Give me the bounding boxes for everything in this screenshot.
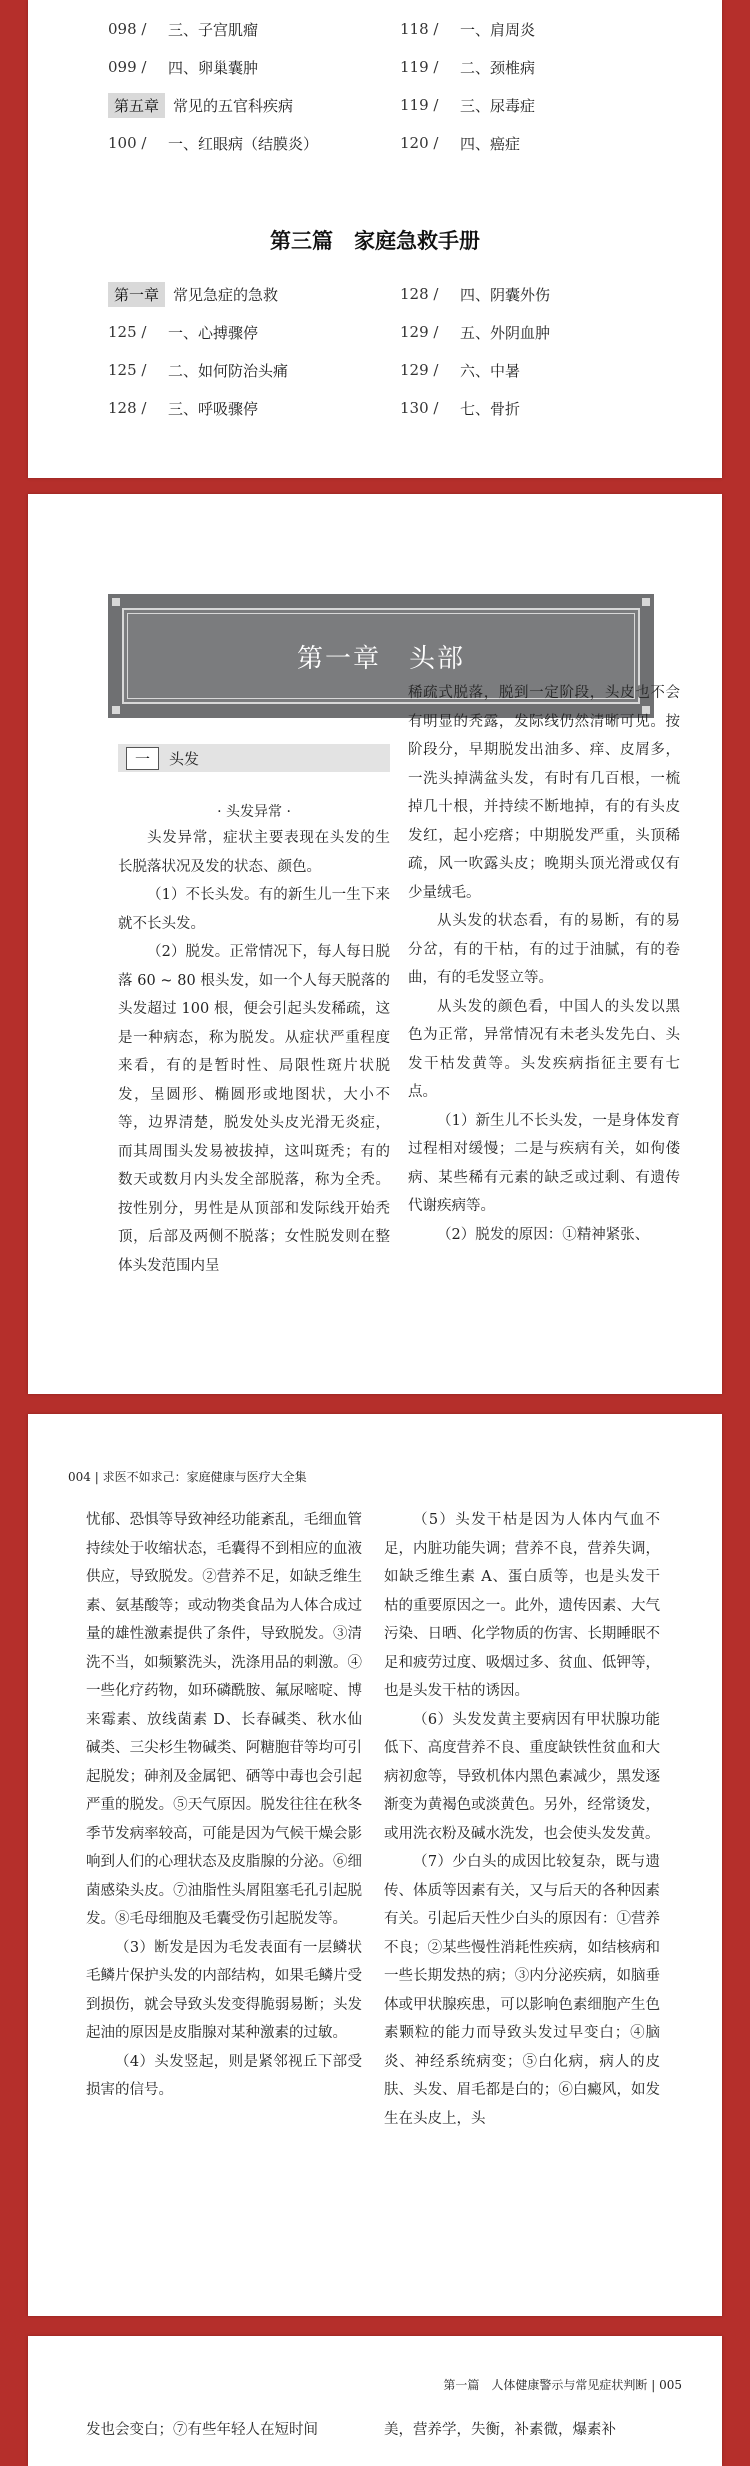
toc-page-num: 129 /	[400, 361, 439, 379]
paragraph: （1）不长头发。有的新生儿一生下来就不长头发。	[118, 887, 390, 932]
paragraph: 头发异常，症状主要表现在头发的生长脱落状况及发的状态、颜色。	[118, 830, 390, 875]
chapter-page	[28, 494, 722, 1394]
toc-page-num: 130 /	[400, 399, 439, 417]
toc-row	[108, 10, 662, 48]
toc-entry[interactable]: 七、骨折	[460, 399, 521, 418]
toc-entry[interactable]: 一、心搏骤停	[168, 323, 259, 342]
paragraph: 忧郁、恐惧等导致神经功能紊乱，毛细血管持续处于收缩状态，毛囊得不到相应的血液供应，导致脱发。②营养不足，如缺乏维生素、氨基酸等；或动物类食品为人体合成过量的雄性激素提供了条件，导致脱发。③清洗不当，如频繁洗头，洗涤用品的刺激。④一些化疗药物，如环磷酰胺、氟尿嘧啶、博来霉素、放线菌素 D、长春碱类、秋水仙碱类、三尖杉生物碱类、阿糖胞苷等均可引起脱发；砷剂及金属钯、硒等中毒也会引起严重的脱发。⑤天气原因。脱发往往在秋冬季节发病率较高，可能是因为气候干燥会影响到人们的心理状态及皮脂腺的分泌。⑥细菌感染头皮。⑦油脂性头屑阻塞毛孔引起脱发。⑧毛母细胞及毛囊受伤引起脱发等。	[86, 1512, 362, 1927]
paragraph: 美，营养学，失衡，补素微，爆素补	[384, 2422, 616, 2438]
toc-entry[interactable]: 三、尿毒症	[460, 96, 536, 115]
paragraph: 发也会变白；⑦有些年轻人在短时间	[86, 2422, 318, 2438]
right-column	[408, 679, 680, 1249]
paragraph: （2）脱发的原因：①精神紧张、	[437, 1226, 650, 1243]
left-column	[86, 2416, 362, 2445]
paragraph: 稀疏式脱落，脱到一定阶段，头皮也不会有明显的秃露，发际线仍然清晰可见。按阶段分，早期脱发出油多、痒、皮屑多，一洗头掉满盆头发，有时有几百根，一梳掉几十根，并持续不断地掉，有的有头皮发红，起小疙瘩；中期脱发严重，头顶稀疏，风一吹露头皮；晚期头顶光滑或仅有少量绒毛。	[408, 685, 680, 901]
paragraph: （7）少白头的成因比较复杂，既与遗传、体质等因素有关，又与后天的各种因素有关。引起后天性少白头的原因有：①营养不良；②某些慢性消耗性疾病，如结核病和一些长期发热的病；③内分泌疾病，如脑垂体或甲状腺疾患，可以影响色素细胞产生色素颗粒的能力而导致头发过早变白；④脑炎、神经系统病变；⑤白化病，病人的皮肤、头发、眉毛都是白的；⑥白癜风，如发生在头皮上，头	[384, 1854, 660, 2127]
paragraph: （4）头发竖起，则是紧邻视丘下部受损害的信号。	[86, 2053, 362, 2098]
toc-page-num: 100 /	[108, 134, 147, 152]
toc-chapter-title[interactable]: 常见的五官科疾病	[173, 96, 294, 115]
content-page	[28, 2336, 722, 2466]
running-header: 004 | 求医不如求己：家庭健康与医疗大全集	[68, 1470, 307, 1484]
toc-page-num: 119 /	[400, 96, 439, 114]
toc-entry[interactable]: 五、外阴血肿	[460, 323, 551, 342]
toc-entry[interactable]: 四、阴囊外伤	[460, 285, 551, 304]
right-column	[384, 1506, 660, 2133]
right-column	[384, 2416, 660, 2445]
toc-entry[interactable]: 二、如何防治头痛	[168, 361, 289, 380]
toc-page-num: 099 /	[108, 58, 147, 76]
toc-entry[interactable]: 二、颈椎病	[460, 58, 536, 77]
paragraph: （3）断发是因为毛发表面有一层鳞状毛鳞片保护头发的内部结构，如果毛鳞片受到损伤，就会导致头发变得脆弱易断；头发起油的原因是皮脂腺对某种激素的过敏。	[86, 1939, 362, 2041]
toc-entry[interactable]: 一、肩周炎	[460, 20, 536, 39]
toc-page-num: 120 /	[400, 134, 439, 152]
toc-row	[108, 48, 662, 86]
toc-page	[28, 0, 722, 478]
part-title: 第三篇 家庭急救手册	[270, 228, 480, 253]
section-title: 头发	[169, 749, 200, 768]
subsection-heading: · 头发异常 ·	[217, 804, 291, 820]
toc-row	[108, 351, 662, 389]
toc-row	[108, 124, 662, 162]
running-header: 第一篇 人体健康警示与常见症状判断 | 005	[443, 2378, 682, 2392]
toc-entry[interactable]: 一、红眼病（结膜炎）	[168, 134, 319, 153]
toc-entry[interactable]: 四、卵巢囊肿	[168, 58, 259, 77]
toc-page-num: 128 /	[108, 399, 147, 417]
toc-page-num: 128 /	[400, 285, 439, 303]
toc-bottom	[108, 275, 662, 427]
paragraph: （2）脱发。正常情况下，每人每日脱落 60 ~ 80 根头发，如一个人每天脱落的头发超过 100 根，便会引起头发稀疏，这是一种病态，称为脱发。从症状严重程度来看，有的是暂时性、局限性斑片状脱发，呈圆形、椭圆形或地图状，大小不等，边界清楚，脱发处头皮光滑无炎症，而其周围头发易被拔掉，这叫斑秃；有的数天或数月内头发全部脱落，称为全秃。按性别分，男性是从顶部和发际线开始秃顶，后部及两侧不脱落；女性脱发则在整体头发范围内呈	[118, 944, 390, 1274]
toc-chapter-title[interactable]: 常见急症的急救	[173, 285, 279, 304]
left-column	[118, 824, 390, 1280]
toc-top	[108, 10, 662, 162]
left-column	[86, 1506, 362, 2105]
toc-row	[108, 275, 662, 313]
section-number: 一	[126, 747, 159, 770]
paragraph: （6）头发发黄主要病因有甲状腺功能低下、高度营养不良、重度缺铁性贫血和大病初愈等，导致机体内黑色素减少，黑发逐渐变为黄褐色或淡黄色。另外，经常烫发，或用洗衣粉及碱水洗发，也会使头发发黄。	[384, 1711, 660, 1842]
section-heading	[118, 744, 390, 772]
toc-chapter-badge: 第一章	[108, 282, 165, 307]
toc-page-num: 119 /	[400, 58, 439, 76]
toc-page-num: 129 /	[400, 323, 439, 341]
toc-row	[108, 389, 662, 427]
toc-entry[interactable]: 三、呼吸骤停	[168, 399, 259, 418]
paragraph: 从头发的颜色看，中国人的头发以黑色为正常，异常情况有未老头发先白、头发干枯发黄等。头发疾病指征主要有七点。	[408, 998, 680, 1100]
toc-page-num: 118 /	[400, 20, 439, 38]
toc-row	[108, 313, 662, 351]
toc-entry[interactable]: 六、中暑	[460, 361, 521, 380]
paragraph: 从头发的状态看，有的易断，有的易分岔，有的干枯，有的过于油腻，有的卷曲，有的毛发竖立等。	[408, 913, 680, 986]
content-page	[28, 1414, 722, 2316]
toc-page-num: 125 /	[108, 361, 147, 379]
toc-chapter-badge: 第五章	[108, 93, 165, 118]
paragraph: （5）头发干枯是因为人体内气血不足，内脏功能失调；营养不良，营养失调，如缺乏维生素 A、蛋白质等，也是头发干枯的重要原因之一。此外，遗传因素、大气污染、日晒、化学物质的伤害、长期睡眠不足和疲劳过度、吸烟过多、贫血、低钾等，也是头发干枯的诱因。	[384, 1512, 660, 1699]
toc-page-num: 098 /	[108, 20, 147, 38]
toc-entry[interactable]: 三、子宫肌瘤	[168, 20, 259, 39]
paragraph: （1）新生儿不长头发，一是身体发育过程相对缓慢；二是与疾病有关，如佝偻病、某些稀有元素的缺乏或过剩、有遗传代谢疾病等。	[408, 1112, 680, 1214]
toc-row	[108, 86, 662, 124]
toc-entry[interactable]: 四、癌症	[460, 134, 521, 153]
chapter-title: 第一章 头部	[296, 643, 465, 674]
toc-page-num: 125 /	[108, 323, 147, 341]
